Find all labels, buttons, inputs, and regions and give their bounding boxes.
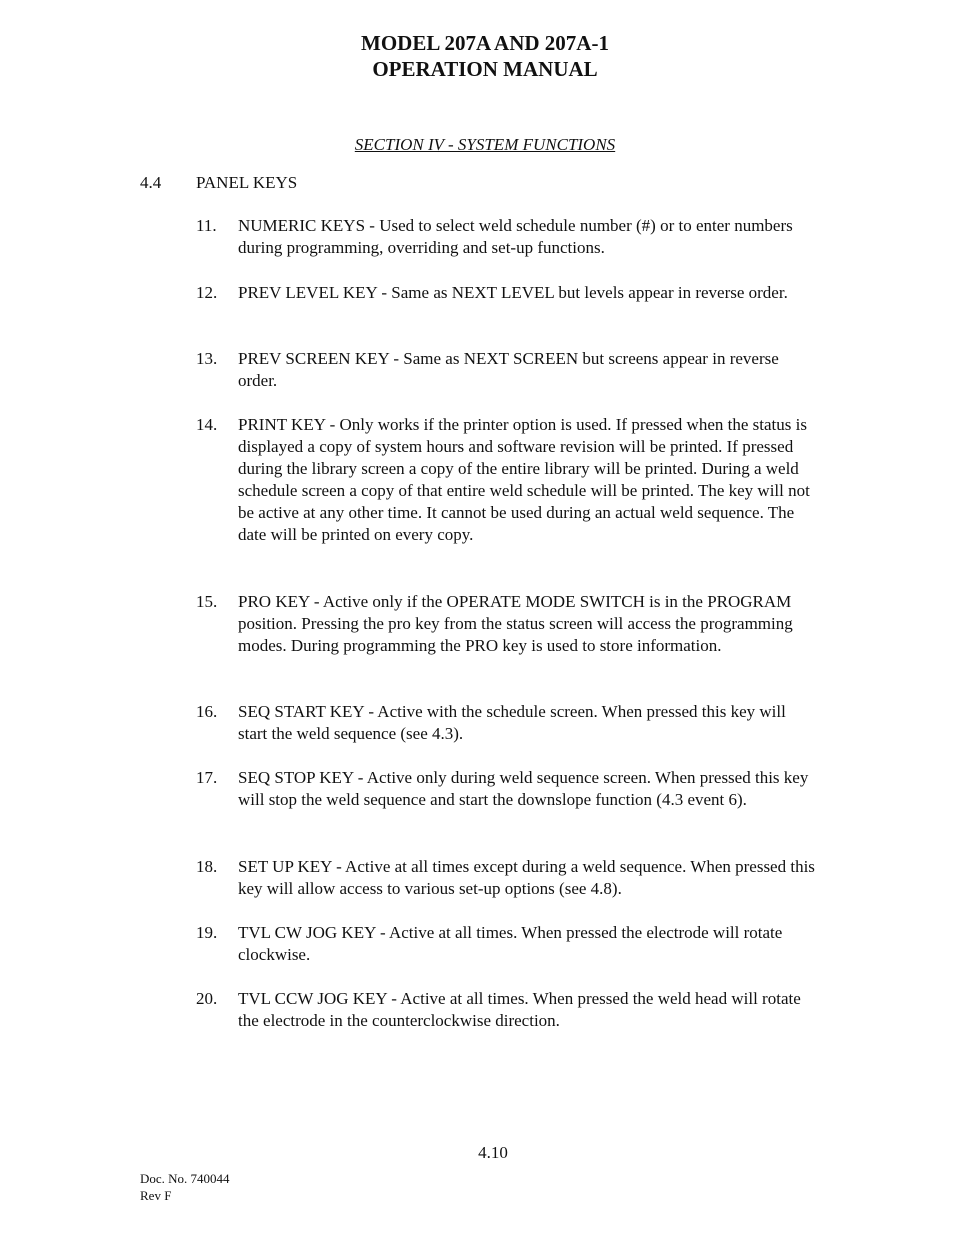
item-number: 14.	[196, 415, 218, 434]
item-number: 20.	[196, 989, 218, 1008]
document-header	[0, 30, 954, 82]
item-number: 15.	[196, 592, 218, 611]
header-title-line-2: OPERATION MANUAL	[372, 57, 598, 81]
item-text: TVL CCW JOG KEY - Active at all times. When pressed the weld head will rotate the electrode in the counterclockwise direction.	[238, 989, 801, 1030]
item-text: NUMERIC KEYS - Used to select weld schedule number (#) or to enter numbers during programming, overriding and set-up functions.	[238, 216, 793, 257]
item-text: SEQ STOP KEY - Active only during weld sequence screen. When pressed this key will stop the weld sequence and start the downslope function (4.3 event 6).	[238, 768, 809, 809]
item-text: SET UP KEY - Active at all times except during a weld sequence. When pressed this key will allow access to various set-up options (see 4.8).	[238, 857, 815, 898]
list-item-20	[196, 988, 816, 1032]
subsection-heading	[140, 172, 297, 193]
list-item-13	[196, 348, 816, 392]
item-number: 16.	[196, 702, 218, 721]
item-text: PRINT KEY - Only works if the printer option is used. If pressed when the status is displayed a copy of system hours and software revision will be printed. If pressed during the library screen a copy of the entire library will be printed. During a weld schedule screen a copy of that entire weld schedule will be printed. The key will not be active at any other time. It cannot be used during an actual weld sequence. The date will be printed on every copy.	[238, 415, 810, 544]
doc-number: Doc. No. 740044	[140, 1171, 230, 1186]
item-number: 13.	[196, 349, 218, 368]
list-item-19	[196, 922, 816, 966]
list-item-15	[196, 591, 816, 657]
item-text: PREV LEVEL KEY - Same as NEXT LEVEL but levels appear in reverse order.	[238, 283, 788, 302]
item-text: SEQ START KEY - Active with the schedule screen. When pressed this key will start the weld sequence (see 4.3).	[238, 702, 786, 743]
document-footer	[140, 1170, 230, 1204]
list-item-14	[196, 414, 816, 546]
subsection-number: 4.4	[140, 173, 162, 192]
item-text: PREV SCREEN KEY - Same as NEXT SCREEN but screens appear in reverse order.	[238, 349, 779, 390]
item-number: 17.	[196, 768, 218, 787]
section-title: SECTION IV - SYSTEM FUNCTIONS	[354, 135, 616, 154]
item-number: 12.	[196, 283, 218, 302]
revision: Rev F	[140, 1188, 172, 1203]
page-number: 4.10	[478, 1143, 508, 1162]
item-number: 18.	[196, 857, 218, 876]
list-item-17	[196, 767, 816, 811]
list-item-18	[196, 856, 816, 900]
header-title-line-1: MODEL 207A AND 207A-1	[361, 31, 609, 55]
item-text: PRO KEY - Active only if the OPERATE MODE SWITCH is in the PROGRAM position. Pressing the pro key from the status screen will access the programming modes. During programming the PRO key is used to store information.	[238, 592, 793, 655]
list-item-16	[196, 701, 816, 745]
item-number: 11.	[196, 216, 217, 235]
list-item-11	[196, 215, 816, 259]
subsection-title: PANEL KEYS	[196, 173, 298, 192]
list-item-12	[196, 282, 816, 304]
item-number: 19.	[196, 923, 218, 942]
item-text: TVL CW JOG KEY - Active at all times. When pressed the electrode will rotate clockwise.	[238, 923, 783, 964]
